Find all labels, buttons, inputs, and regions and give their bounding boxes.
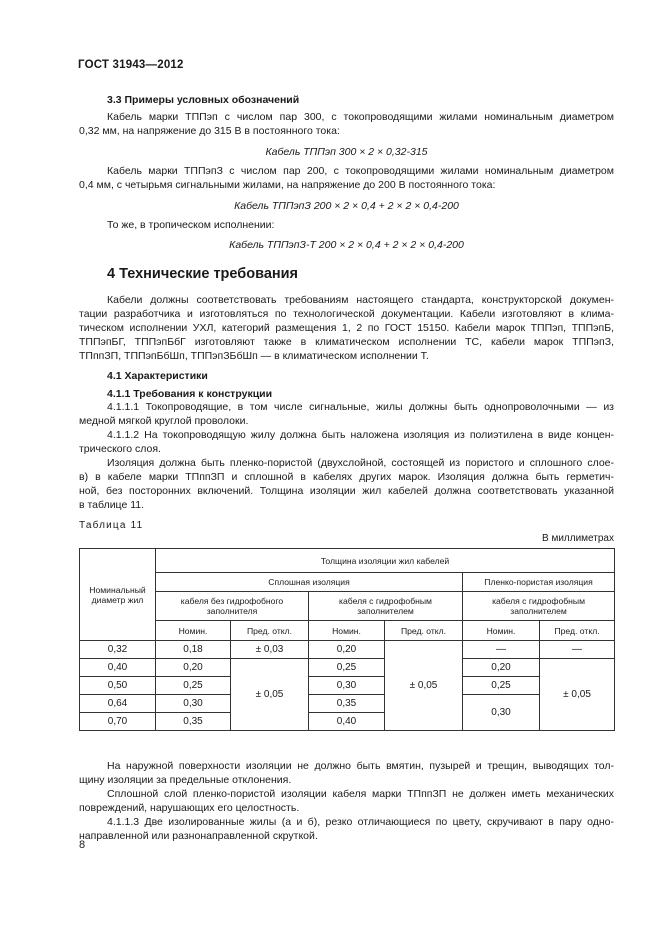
header-with-hydrophobic-solid: кабеля с гидрофобным заполнителем: [309, 592, 463, 621]
hydro-nom-cell: 0,40: [309, 713, 385, 731]
header-no-hydrophobic: кабеля без гидрофобного заполнителя: [156, 592, 309, 621]
example2-designation: Кабель ТППэпЗ 200 × 2 × 0,4 + 2 × 2 × 0,4-200: [234, 200, 459, 212]
diameter-cell: 0,50: [80, 677, 156, 695]
diameter-cell: 0,40: [80, 659, 156, 677]
example2-text-line2: 0,4 мм, с четырьмя сигнальными жилами, на напряжение до 200 В постоянного тока:: [79, 179, 496, 191]
header-nominal-diameter: Номинальный диаметр жил: [80, 549, 156, 641]
header-with-hydrophobic-film: кабеля с гидрофобным заполнителем: [463, 592, 615, 621]
section4-para-line4: ТППэпБГ, ТППэпБбГ изготовляют также в климатическом исполнении ТС, кабели марок ТППэпЗ,: [79, 336, 614, 348]
diameter-cell: 0,32: [80, 641, 156, 659]
example1-designation: Кабель ТППэп 300 × 2 × 0,32-315: [265, 146, 428, 158]
diameter-cell: 0,64: [80, 695, 156, 713]
fp-nom-cell: 0,30: [463, 695, 540, 731]
solid-layer-para-line2: повреждений, нарушающих его целостность.: [79, 802, 300, 814]
diameter-cell: 0,70: [80, 713, 156, 731]
hydro-nom-cell: 0,30: [309, 677, 385, 695]
fp-tol-cell: ± 0,05: [540, 659, 615, 731]
example3-designation: Кабель ТППэпЗ-Т 200 × 2 × 0,4 + 2 × 2 × 0,4-200: [229, 239, 464, 251]
section4-para-line3: тическом исполнении УХЛ, категорий размещения 1, 2 по ГОСТ 15150. Кабели марок ТППэп, ТППэпБ,: [79, 322, 614, 334]
section4-para-line2: тации разработчика и изготовляться по технологической документации. Кабели изготовляют в клима-: [79, 308, 614, 320]
hydro-tol-cell: ± 0,05: [385, 641, 463, 731]
insulation-para-line3: ной, без посторонних включений. Толщина изоляции жил кабелей должна соответствовать указанной: [79, 485, 614, 497]
no-hydro-nom-cell: 0,20: [156, 659, 231, 677]
header-nom: Номин.: [463, 621, 540, 641]
no-hydro-tol-cell: ± 0,03: [231, 641, 309, 659]
header-film-porous-insulation: Пленко-пористая изоляция: [463, 573, 615, 592]
example2-text-line1: Кабель марки ТППэпЗ с числом пар 200, с токопроводящими жилами номинальным диаметром: [107, 165, 614, 177]
clause-4-1-1-1-line2: медной мягкой круглой проволоки.: [79, 415, 249, 427]
insulation-thickness-table: [79, 548, 615, 731]
header-tol: Пред. откл.: [385, 621, 463, 641]
no-hydro-nom-cell: 0,30: [156, 695, 231, 713]
clause-4-1-1-3-line2: направленной или разнонаправленной скруткой.: [79, 830, 318, 842]
section-4-1-1-heading: 4.1.1 Требования к конструкции: [107, 388, 273, 400]
table-row: [80, 677, 615, 695]
table-unit: В миллиметрах: [542, 533, 614, 544]
header-tol: Пред. откл.: [231, 621, 309, 641]
header-tol: Пред. откл.: [540, 621, 615, 641]
clause-4-1-1-2-line1: 4.1.1.2 На токопроводящую жилу должна быть наложена изоляция из полиэтилена в виде концен-: [107, 429, 614, 441]
example3-text: То же, в тропическом исполнении:: [107, 219, 275, 231]
standard-number: ГОСТ 31943—2012: [78, 59, 184, 71]
header-nom: Номин.: [156, 621, 231, 641]
clause-4-1-1-3-line1: 4.1.1.3 Две изолированные жилы (а и б), резко отличающиеся по цвету, скручивают в пару одно-: [107, 816, 614, 828]
surface-para-line1: На наружной поверхности изоляции не должно быть вмятин, пузырей и трещин, выводящих тол-: [107, 760, 614, 772]
solid-layer-para-line1: Сплошной слой пленко-пористой изоляции кабеля марки ТПппЗП не должен иметь механических: [107, 788, 614, 800]
fp-nom-cell: 0,25: [463, 677, 540, 695]
hydro-nom-cell: 0,25: [309, 659, 385, 677]
no-hydro-tol-cell: ± 0,05: [231, 659, 309, 731]
header-insulation-thickness: Толщина изоляции жил кабелей: [156, 549, 615, 573]
fp-nom-cell: —: [463, 641, 540, 659]
no-hydro-nom-cell: 0,25: [156, 677, 231, 695]
no-hydro-nom-cell: 0,35: [156, 713, 231, 731]
insulation-para-line2: в) в кабеле марки ТПппЗП и сплошной в кабелях других марок. Изоляция должна быть герметич-: [79, 471, 614, 483]
hydro-nom-cell: 0,35: [309, 695, 385, 713]
fp-nom-cell: 0,20: [463, 659, 540, 677]
section-4-1-heading: 4.1 Характеристики: [107, 370, 208, 382]
insulation-para-line4: в таблице 11.: [79, 499, 145, 511]
insulation-para-line1: Изоляция должна быть пленко-пористой (двухслойной, состоящей из пористого и сплошного слое-: [107, 457, 614, 469]
clause-4-1-1-2-line2: трического слоя.: [79, 443, 161, 455]
fp-tol-cell: —: [540, 641, 615, 659]
surface-para-line2: щину изоляции за предельные отклонения.: [79, 774, 292, 786]
section-4-title: 4 Технические требования: [107, 266, 299, 282]
header-solid-insulation: Сплошная изоляция: [156, 573, 463, 592]
hydro-nom-cell: 0,20: [309, 641, 385, 659]
example1-text-line2: 0,32 мм, на напряжение до 315 В в постоянного тока:: [79, 125, 340, 137]
no-hydro-nom-cell: 0,18: [156, 641, 231, 659]
section-3-3-heading: 3.3 Примеры условных обозначений: [107, 94, 300, 106]
example1-text-line1: Кабель марки ТППэп с числом пар 300, с токопроводящими жилами номинальным диаметром: [107, 111, 614, 123]
page-number: 8: [79, 839, 86, 851]
table-row: [80, 659, 615, 677]
table-row: [80, 641, 615, 659]
clause-4-1-1-1-line1: 4.1.1.1 Токопроводящие, в том числе сигнальные, жилы должны быть однопроволочными — из: [107, 401, 614, 413]
section4-para-line5: ТПппЗП, ТППэпБбШп, ТППэпЗБбШп — в климатическом исполнении Т.: [79, 350, 429, 362]
header-nom: Номин.: [309, 621, 385, 641]
table-row: [80, 695, 615, 713]
table-caption: Таблица 11: [79, 520, 144, 531]
section4-para-line1: Кабели должны соответствовать требованиям настоящего стандарта, конструкторской докумен-: [107, 294, 614, 306]
